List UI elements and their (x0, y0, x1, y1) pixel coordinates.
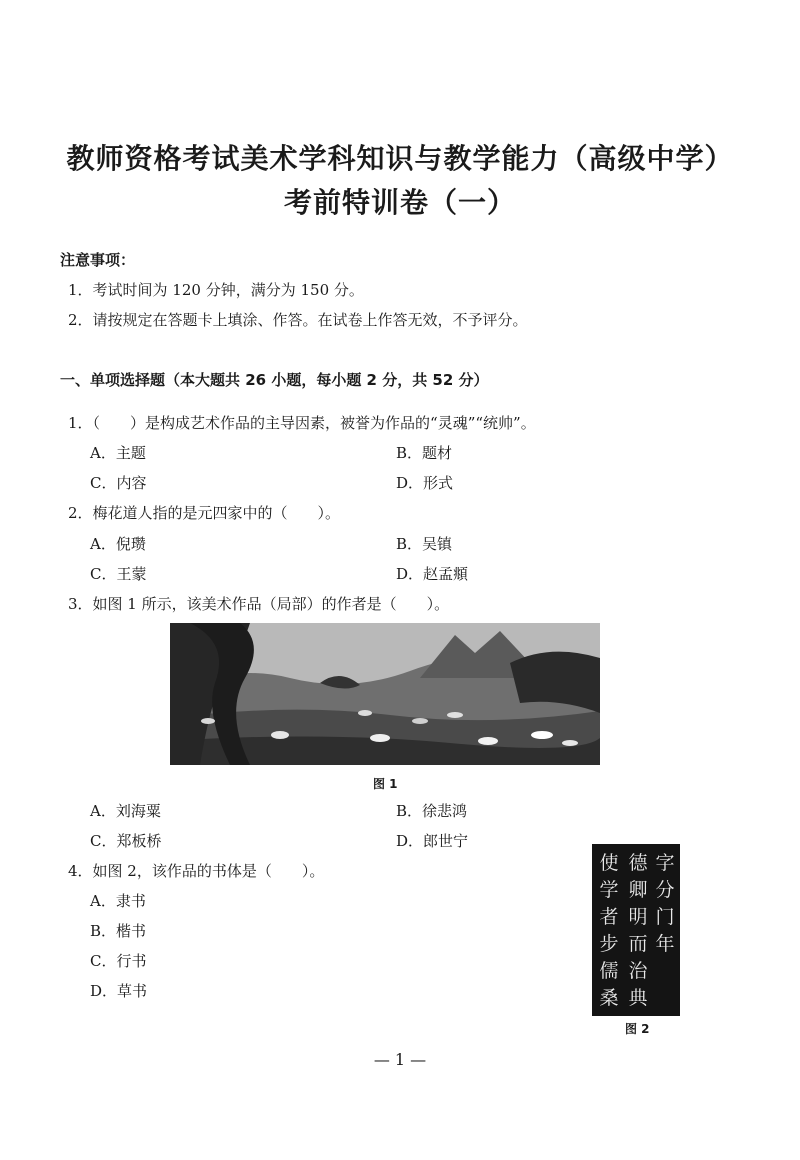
calligraphy-character: 明 (628, 906, 648, 928)
question-4-stem: 4．如图 2，该作品的书体是（ ）。 (68, 862, 325, 880)
title-line-1: 教师资格考试美术学科知识与教学能力（高级中学） (66, 142, 734, 175)
calligraphy-character: 年 (655, 933, 675, 955)
figure-2-caption: 图 2 (625, 1022, 650, 1036)
q1-option-a: A．主题 (90, 444, 146, 462)
q3-option-a: A．刘海粟 (90, 802, 161, 820)
q4-option-b: B．楷书 (90, 922, 147, 940)
calligraphy-character: 学 (599, 879, 619, 901)
notice-heading: 注意事项： (60, 251, 136, 269)
calligraphy-character: 门 (655, 906, 675, 928)
q4-option-d: D．草书 (90, 982, 148, 1000)
figure-1-painting (170, 623, 600, 765)
q2-option-d: D．赵孟頫 (396, 565, 469, 583)
q3-option-b: B．徐悲鸿 (396, 802, 468, 820)
notice-item-2: 2．请按规定在答题卡上填涂、作答。在试卷上作答无效，不予评分。 (68, 311, 528, 329)
question-2-stem: 2．梅花道人指的是元四家中的（ ）。 (68, 504, 341, 522)
calligraphy-column-2 (625, 850, 651, 1012)
calligraphy-character: 字 (655, 852, 675, 874)
calligraphy-character: 分 (655, 879, 675, 901)
figure-1-caption: 图 1 (373, 777, 398, 791)
calligraphy-character: 治 (628, 960, 648, 982)
notice-item-1: 1．考试时间为 120 分钟，满分为 150 分。 (68, 281, 364, 299)
q2-option-a: A．倪瓒 (90, 535, 146, 553)
calligraphy-character: 德 (628, 852, 648, 874)
calligraphy-character: 儒 (599, 960, 619, 982)
q1-option-b: B．题材 (396, 444, 453, 462)
q4-option-c: C．行书 (90, 952, 147, 970)
calligraphy-character: 步 (599, 933, 619, 955)
calligraphy-column-3 (596, 850, 622, 1012)
figure-2-calligraphy (592, 844, 680, 1016)
calligraphy-character: 典 (628, 987, 648, 1009)
question-1-stem: 1．（ ）是构成艺术作品的主导因素，被誉为作品的“灵魂”“统帅”。 (68, 414, 536, 432)
q3-option-d: D．郎世宁 (396, 832, 469, 850)
calligraphy-character: 卿 (628, 879, 648, 901)
page-number: — 1 — (373, 1050, 427, 1069)
q2-option-c: C．王蒙 (90, 565, 147, 583)
title-line-2: 考前特训卷（一） (283, 186, 516, 219)
q1-option-d: D．形式 (396, 474, 454, 492)
section-heading: 一、单项选择题（本大题共 26 小题，每小题 2 分，共 52 分） (60, 371, 489, 389)
calligraphy-character: 桑 (599, 987, 619, 1009)
q2-option-b: B．吴镇 (396, 535, 453, 553)
calligraphy-column-1 (652, 850, 678, 958)
question-3-stem: 3．如图 1 所示，该美术作品（局部）的作者是（ ）。 (68, 595, 450, 613)
calligraphy-character: 使 (599, 852, 619, 874)
q3-option-c: C．郑板桥 (90, 832, 162, 850)
calligraphy-character: 者 (599, 906, 619, 928)
q4-option-a: A．隶书 (90, 892, 146, 910)
q1-option-c: C．内容 (90, 474, 147, 492)
calligraphy-character: 而 (628, 933, 648, 955)
